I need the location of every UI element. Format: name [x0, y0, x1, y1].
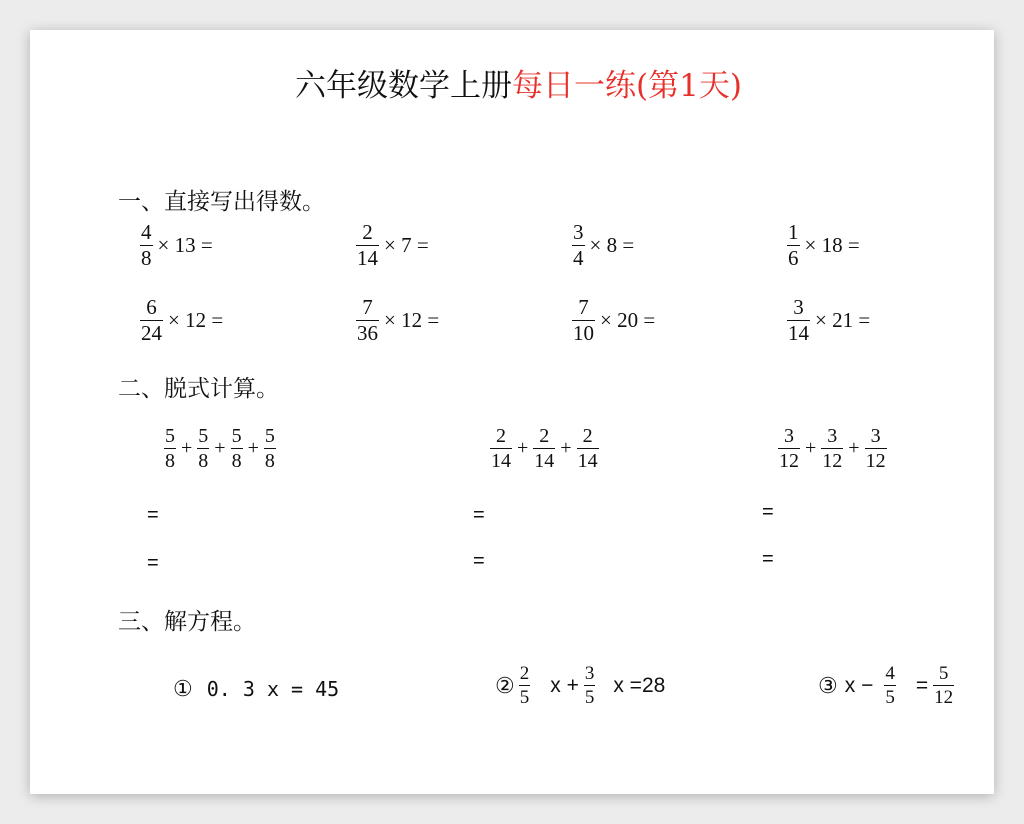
s2-problem-1: $\frac{5}{8}$ + $\frac{5}{8}$ + $\frac{5}{8}$ + $\frac{5}{8}$	[165, 425, 275, 472]
fraction: $\frac{2}{14}$	[534, 425, 555, 472]
fraction: $\frac{4}{5}$	[885, 663, 895, 708]
title-highlight: 每日一练(第1天)	[512, 68, 742, 104]
s2-p3-equals-2: =	[762, 548, 774, 570]
fraction: $\frac{5}{12}$	[934, 663, 954, 708]
fraction: $\frac{3}{14}$	[788, 295, 809, 345]
equation-3: ③ x − $\frac{4}{5}$ = $\frac{5}{12}$	[818, 663, 954, 708]
page-title	[295, 60, 742, 105]
s1-problem-8: $\frac{3}{14}$ × 21 =	[788, 295, 871, 345]
s2-problem-2: $\frac{2}{14}$ + $\frac{2}{14}$ + $\frac{2}{14}$	[491, 425, 598, 472]
fraction: $\frac{3}{12}$	[822, 425, 843, 472]
s1-problem-7: $\frac{7}{10}$ × 20 =	[573, 295, 656, 345]
fraction: $\frac{5}{8}$	[198, 425, 209, 472]
fraction: $\frac{7}{10}$	[573, 295, 594, 345]
fraction: $\frac{4}{8}$	[141, 220, 152, 270]
s2-p2-equals-2: =	[473, 550, 485, 572]
s2-problem-3: $\frac{3}{12}$ + $\frac{3}{12}$ + $\frac{3}{12}$	[779, 425, 886, 472]
s2-p3-equals-1: =	[762, 501, 774, 523]
fraction: $\frac{6}{24}$	[141, 295, 162, 345]
fraction: $\frac{7}{36}$	[357, 295, 378, 345]
fraction: $\frac{3}{5}$	[584, 663, 595, 708]
s2-p2-equals-1: =	[473, 504, 485, 526]
marker-1: ①	[173, 676, 193, 701]
fraction: $\frac{5}{8}$	[165, 425, 175, 472]
fraction: $\frac{3}{4}$	[573, 220, 584, 270]
fraction: $\frac{3}{12}$	[865, 425, 886, 472]
s1-problem-5: $\frac{6}{24}$ × 12 =	[141, 295, 224, 345]
s1-problem-3: $\frac{3}{4}$ × 8 =	[573, 220, 635, 270]
fraction: $\frac{2}{14}$	[577, 425, 598, 472]
fraction: $\frac{2}{5}$	[519, 663, 530, 708]
s1-problem-2: $\frac{2}{14}$ × 7 =	[357, 220, 429, 270]
s1-problem-4: $\frac{1}{6}$ × 18 =	[788, 220, 860, 270]
s1-problem-6: $\frac{7}{36}$ × 12 =	[357, 295, 440, 345]
equation-1-text: 0. 3 x = 45	[206, 677, 340, 701]
fraction: $\frac{1}{6}$	[788, 220, 799, 270]
fraction: $\frac{5}{8}$	[264, 425, 275, 472]
section2-heading: 二、脱式计算。	[118, 376, 279, 402]
marker-3: ③	[818, 672, 838, 698]
marker-2: ②	[495, 672, 515, 698]
equation-1	[173, 676, 339, 702]
s1-problem-1: $\frac{4}{8}$ × 13 =	[141, 220, 213, 270]
fraction: $\frac{2}{14}$	[491, 425, 511, 472]
fraction: $\frac{2}{14}$	[357, 220, 378, 270]
s2-p1-equals-2: =	[147, 552, 159, 574]
fraction: $\frac{5}{8}$	[231, 425, 242, 472]
section1-heading: 一、直接写出得数。	[118, 189, 325, 215]
section3-heading: 三、解方程。	[118, 609, 256, 635]
fraction: $\frac{3}{12}$	[779, 425, 799, 472]
s2-p1-equals-1: =	[147, 504, 159, 526]
equation-2: ② $\frac{2}{5}$ x + $\frac{3}{5}$ x =28	[495, 663, 666, 708]
worksheet-page	[30, 30, 994, 794]
title-main: 六年级数学上册	[295, 68, 512, 104]
